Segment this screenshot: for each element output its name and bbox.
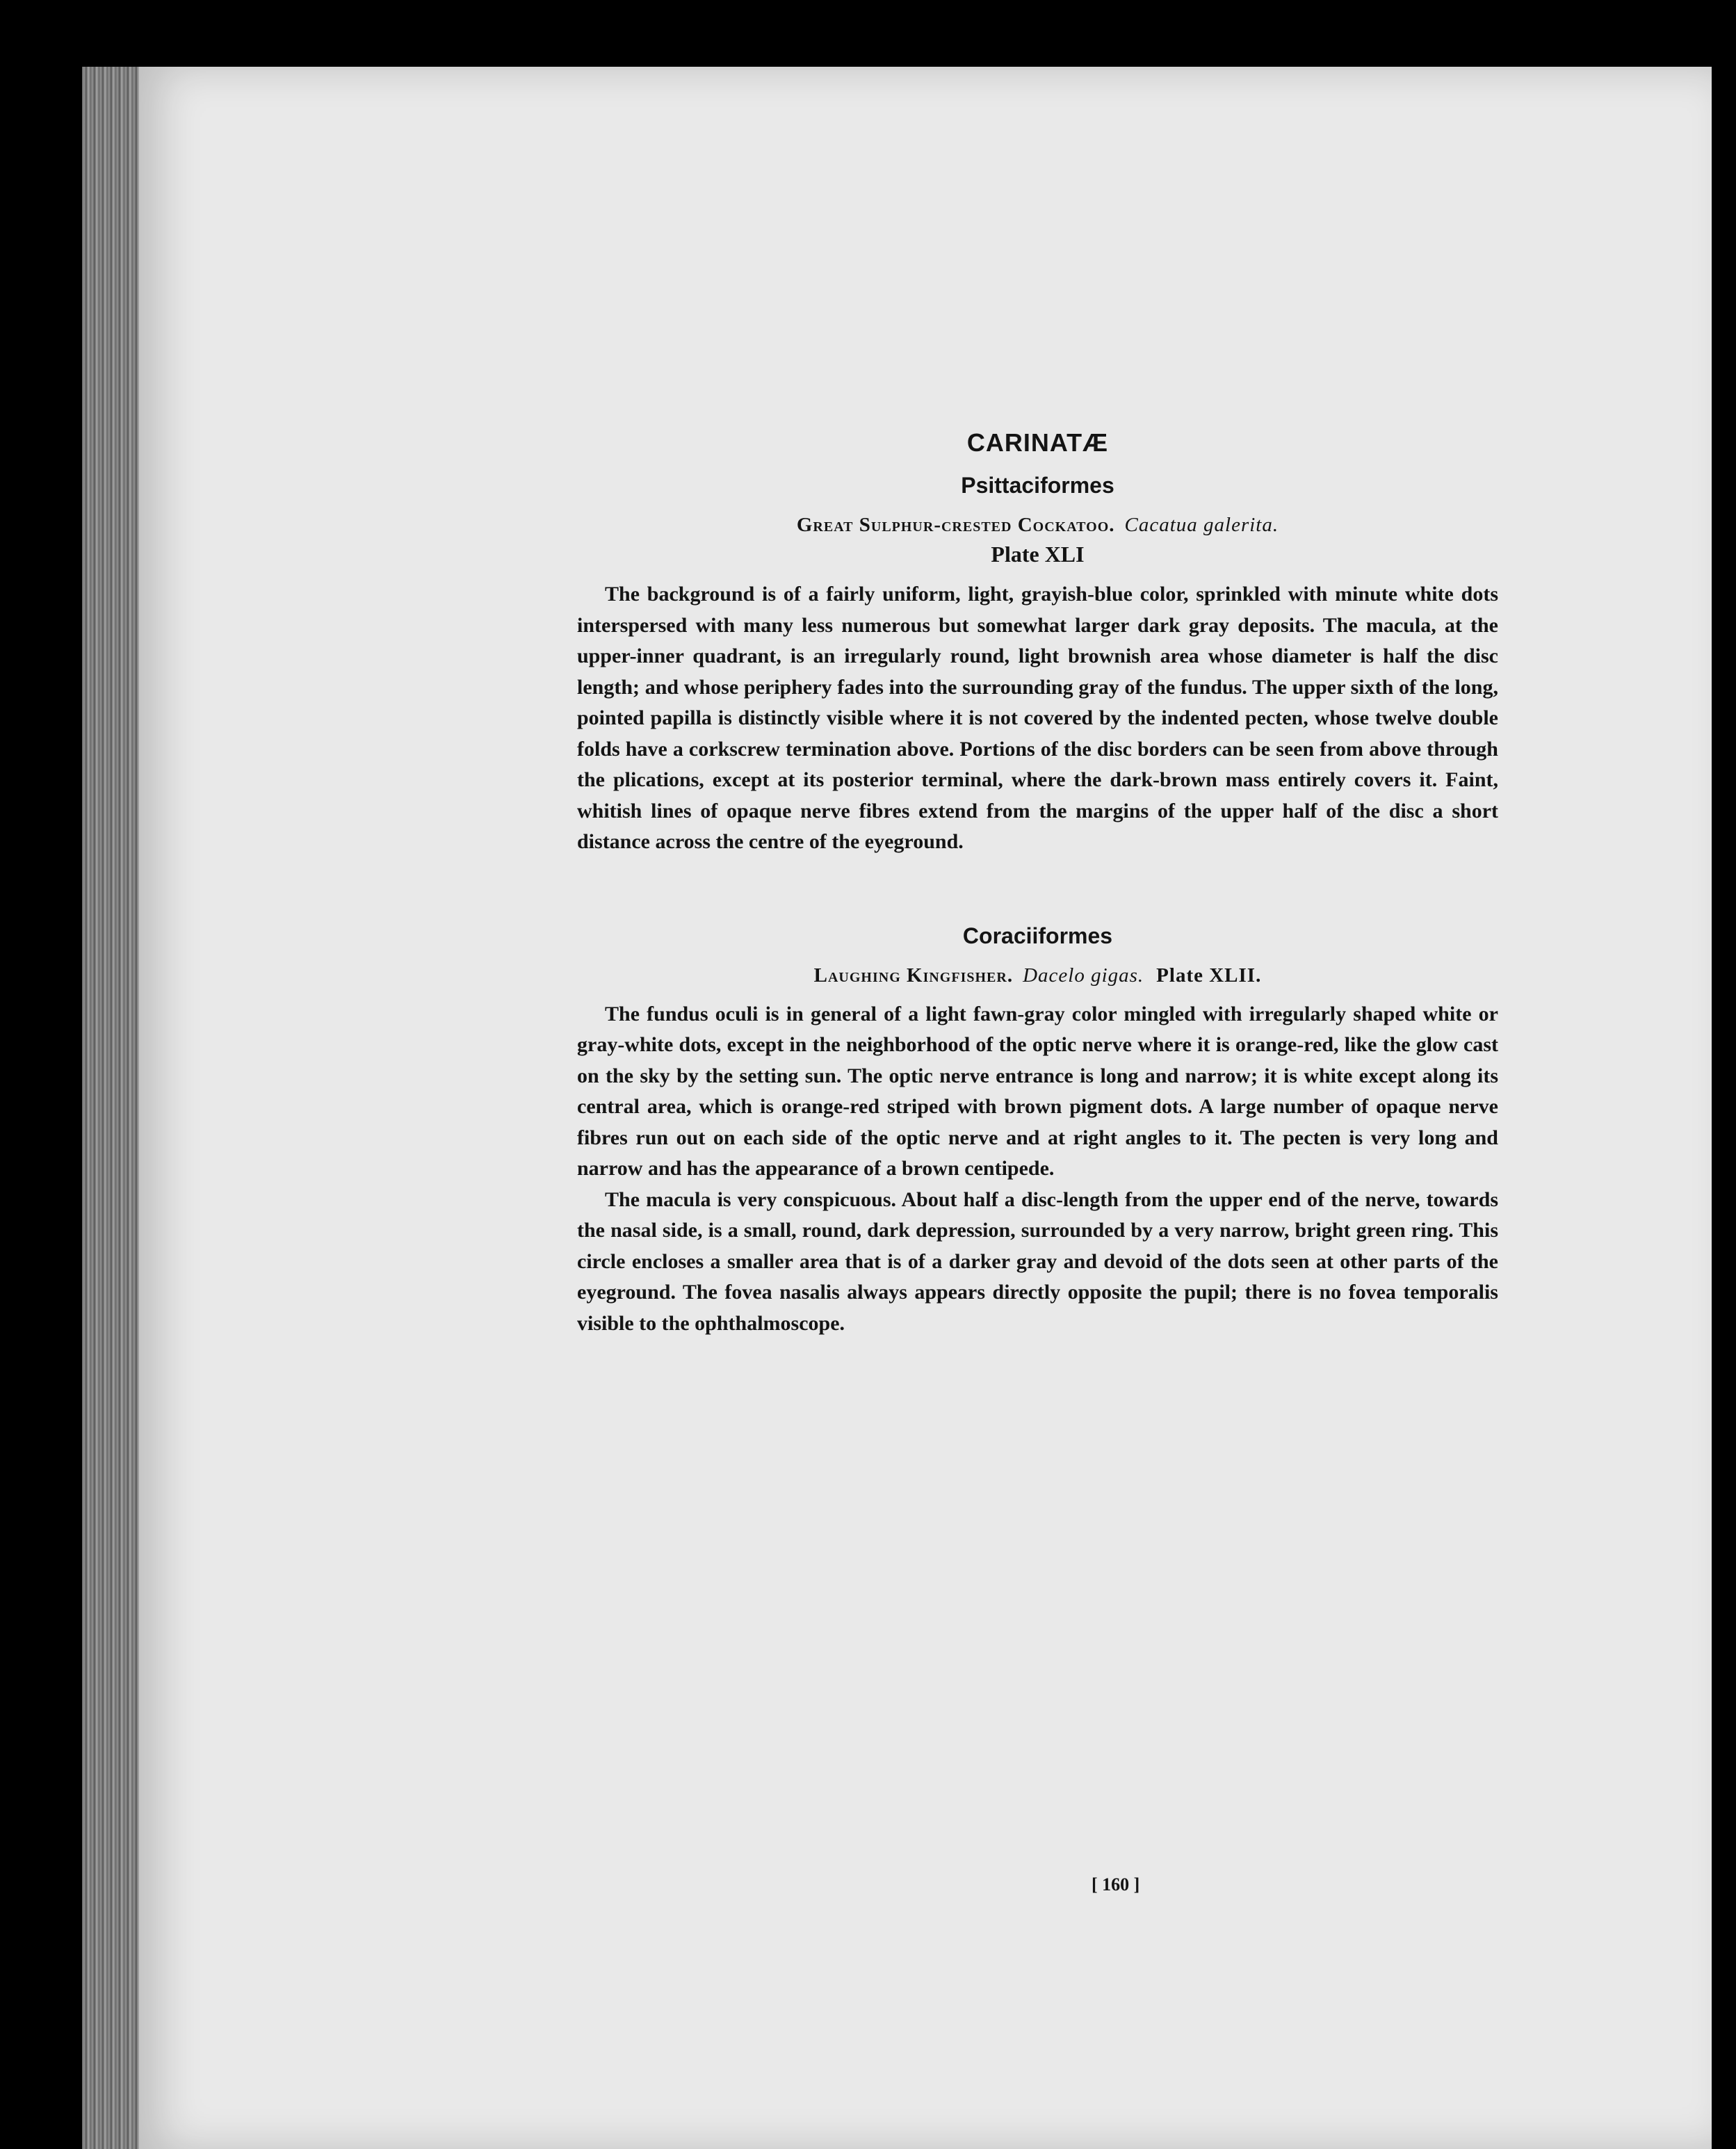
paragraph: The background is of a fairly uniform, light, grayish-blue color, sprinkled with minute white dots interspersed with many less numerous but somewhat larger dark gray deposits. The macula, at the upper-inner quadrant, is an irregularly round, light brownish area whose diameter is half the disc length; and whose periphery fades into the surrounding gray of the fundus. The upper sixth of the long, pointed papilla is distinctly visible where it is not covered by the indented pecten, whose twelve double folds have a corkscrew termination above. Portions of the disc borders can be seen from above through the plications, except at its posterior terminal, where the dark-brown mass entirely covers it. Faint, whitish lines of opaque nerve fibres extend from the margins of the upper half of the disc a short distance across the centre of the eyeground. xyxy=(577,583,1498,853)
plate-label: Plate XLI xyxy=(991,542,1085,567)
page-content xyxy=(577,428,1498,1339)
book-page xyxy=(139,67,1712,2149)
species-latin-name: Dacelo gigas. xyxy=(1023,964,1144,987)
plate-label: Plate XLII. xyxy=(1156,964,1262,987)
order-heading: Psittaciformes xyxy=(961,473,1114,498)
species-common-name: Laughing Kingfisher. xyxy=(813,964,1014,987)
paragraph: The macula is very conspicuous. About half a disc-length from the upper end of the nerve, towards the nasal side, is a small, round, dark depression, surrounded by a very narrow, bright green ring. This circle encloses a smaller area that is of a darker gray and devoid of the dots seen at other parts of the eyeground. The fovea nasalis always appears directly opposite the pupil; there is no fovea temporalis visible to the ophthalmoscope. xyxy=(577,1187,1498,1335)
species-line xyxy=(577,962,1498,989)
section-coraciiformes xyxy=(577,923,1498,1340)
class-heading: CARINATÆ xyxy=(966,428,1109,457)
section-spacer xyxy=(577,858,1498,923)
section-psittaciformes xyxy=(577,473,1498,858)
species-latin-name: Cacatua galerita. xyxy=(1124,514,1279,536)
paragraph: The fundus oculi is in general of a light fawn-gray color mingled with irregularly shaped white or gray-white dots, except in the neighborhood of the optic nerve where it is orange-red, like the glow cast on the sky by the setting sun. The optic nerve entrance is long and narrow; it is white except along its central area, which is orange-red striped with brown pigment dots. A large number of opaque nerve fibres run out on each side of the optic nerve and at right angles to it. The pecten is very long and narrow and has the appearance of a brown centipede. xyxy=(577,1002,1498,1180)
page-number: [ 160 ] xyxy=(1092,1874,1140,1895)
species-line xyxy=(577,511,1498,539)
species-common-name: Great Sulphur-crested Cockatoo. xyxy=(796,514,1115,536)
order-heading: Coraciiformes xyxy=(962,923,1113,948)
